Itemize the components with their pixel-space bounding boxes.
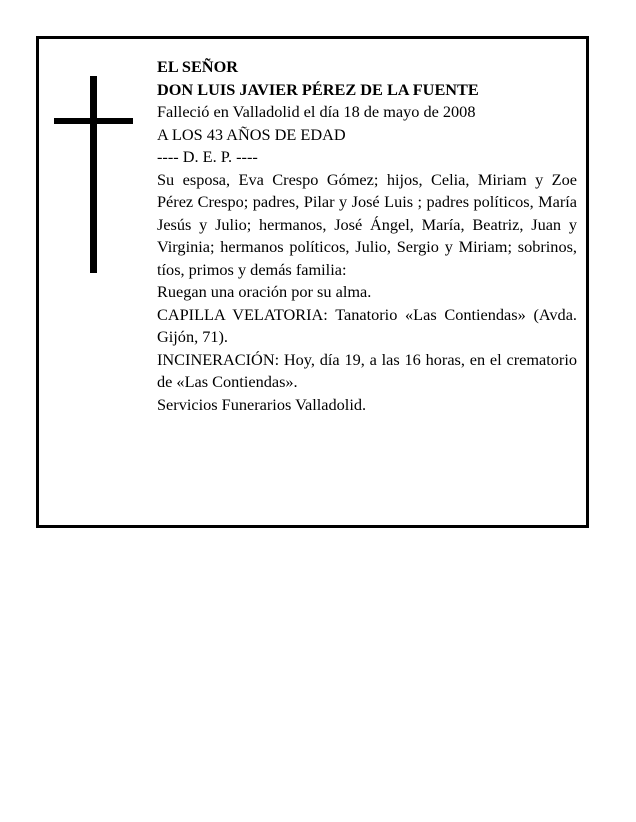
family-paragraph: Su esposa, Eva Crespo Gómez; hijos, Celia, Miriam y Zoe Pérez Crespo; padres, Pilar y José Luis ; padres políticos, María Jesús y Julio; hermanos, José Ángel, María, Beatriz, Juan y Virginia; hermanos políticos, Julio, Sergio y Miriam; sobrinos, tíos, primos y demás familia: bbox=[157, 169, 577, 279]
cross-vertical-bar bbox=[90, 76, 97, 273]
notice-title: EL SEÑOR bbox=[157, 57, 238, 76]
obituary-notice bbox=[36, 36, 589, 528]
cross-horizontal-bar bbox=[54, 118, 133, 124]
cremation-paragraph: INCINERACIÓN: Hoy, día 19, a las 16 horas, en el crematorio de «Las Contiendas». bbox=[157, 349, 577, 391]
rip-line: ---- D. E. P. ---- bbox=[157, 147, 258, 166]
chapel-paragraph: CAPILLA VELATORIA: Tanatorio «Las Contiendas» (Avda. Gijón, 71). bbox=[157, 304, 577, 346]
funeral-services-line: Servicios Funerarios Valladolid. bbox=[157, 394, 367, 414]
notice-body bbox=[157, 56, 577, 416]
deceased-name: DON LUIS JAVIER PÉREZ DE LA FUENTE bbox=[157, 79, 479, 99]
age-line: A LOS 43 AÑOS DE EDAD bbox=[157, 124, 346, 144]
death-date-line: Falleció en Valladolid el día 18 de mayo de 2008 bbox=[157, 102, 476, 121]
prayer-line: Ruegan una oración por su alma. bbox=[157, 282, 372, 301]
